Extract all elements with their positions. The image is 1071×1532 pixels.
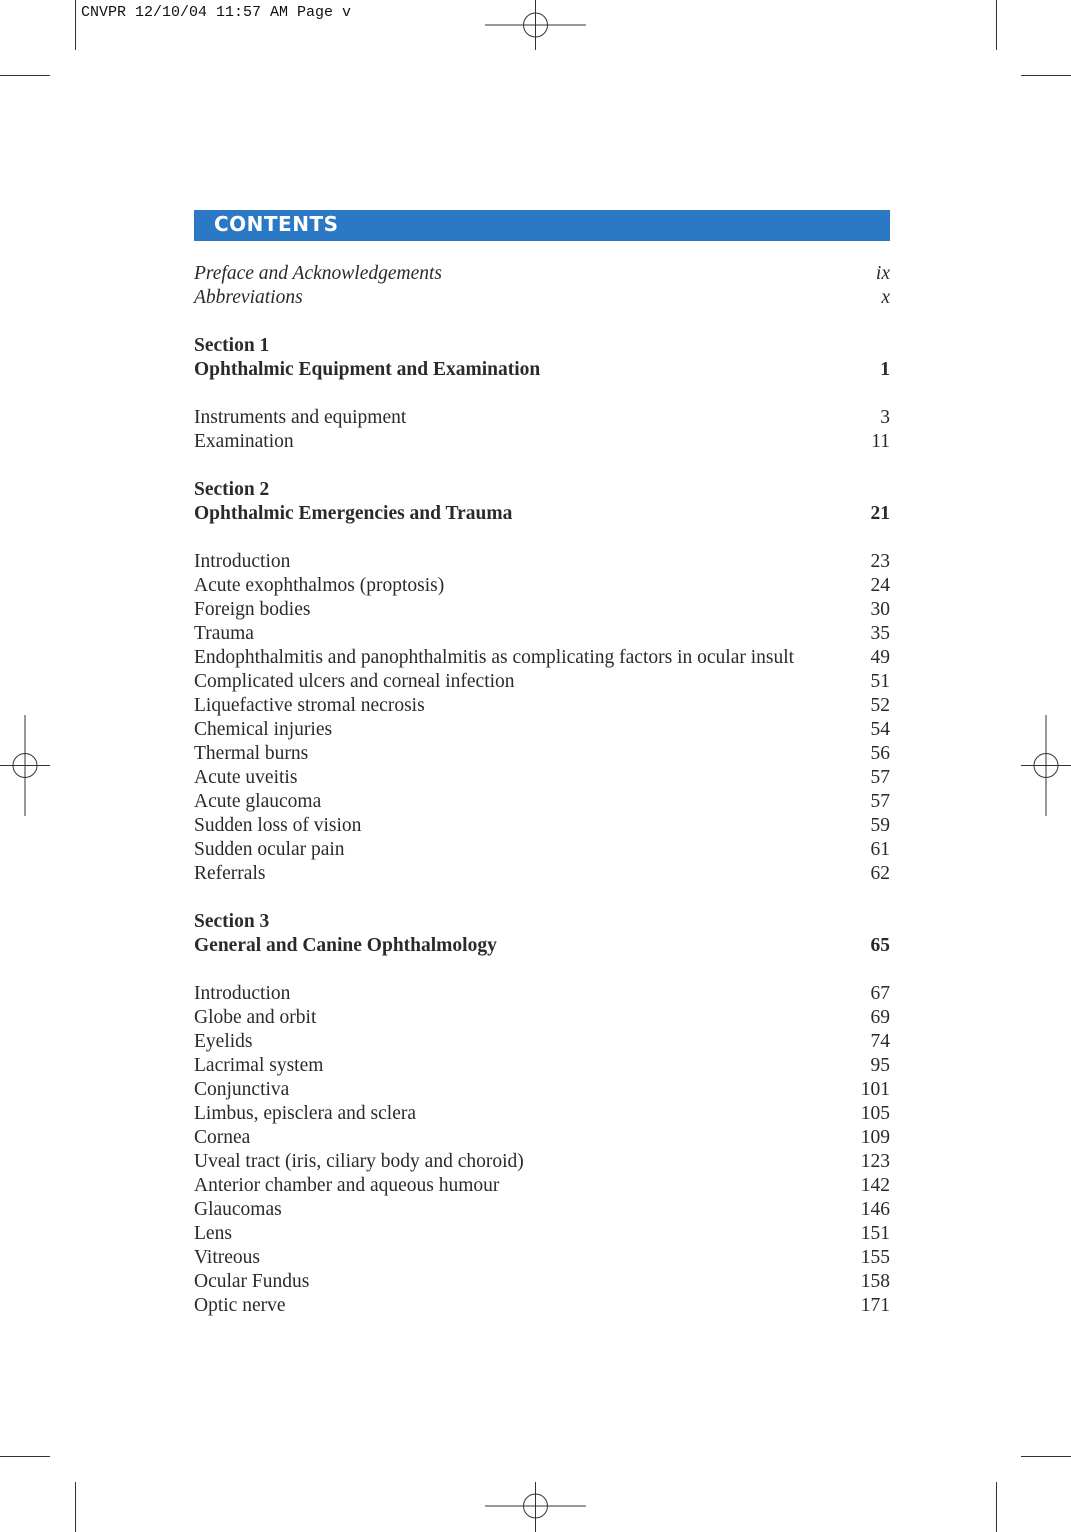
entry-title: Acute exophthalmos (proptosis) <box>194 575 445 596</box>
spacer <box>194 382 890 406</box>
entry-page-number: 151 <box>860 1223 890 1244</box>
section-label <box>194 334 890 358</box>
entry-title: Endophthalmitis and panophthalmitis as complicating factors in ocular insult <box>194 647 795 668</box>
crop-mark <box>75 1482 76 1532</box>
spacer <box>194 526 890 550</box>
entry-page-number: 21 <box>870 503 890 524</box>
entry-title: Chemical injuries <box>194 719 333 740</box>
toc-entry <box>194 1030 890 1054</box>
entry-title: Liquefactive stromal necrosis <box>194 695 425 716</box>
entry-title: Preface and Acknowledgements <box>194 263 443 284</box>
crop-mark <box>1021 1456 1071 1457</box>
section-title <box>194 358 890 382</box>
entry-title: Acute uveitis <box>194 767 298 788</box>
entry-title: Acute glaucoma <box>194 791 322 812</box>
entry-page-number: 51 <box>870 671 890 692</box>
toc-entry <box>194 1174 890 1198</box>
table-of-contents <box>194 262 890 1318</box>
entry-page-number: 146 <box>860 1199 890 1220</box>
entry-title: Thermal burns <box>194 743 309 764</box>
front-matter-entry <box>194 286 890 310</box>
section-label <box>194 910 890 934</box>
entry-title: Lacrimal system <box>194 1055 324 1076</box>
entry-page-number: 24 <box>870 575 890 596</box>
crop-mark <box>0 1456 50 1457</box>
entry-page-number: 69 <box>870 1007 890 1028</box>
toc-entry <box>194 1246 890 1270</box>
toc-entry <box>194 766 890 790</box>
crop-mark <box>996 1482 997 1532</box>
entry-title: Examination <box>194 431 294 452</box>
entry-page-number: 65 <box>870 935 890 956</box>
section-title <box>194 502 890 526</box>
entry-title: Section 2 <box>194 479 270 500</box>
entry-page-number: 171 <box>860 1295 890 1316</box>
spacer <box>194 886 890 910</box>
toc-entry <box>194 622 890 646</box>
entry-title: Anterior chamber and aqueous humour <box>194 1175 500 1196</box>
entry-page-number: 57 <box>870 767 890 788</box>
entry-page-number: 155 <box>860 1247 890 1268</box>
spacer <box>194 454 890 478</box>
crop-mark <box>75 0 76 50</box>
entry-title: Section 3 <box>194 911 270 932</box>
contents-banner <box>194 210 890 241</box>
entry-page-number: x <box>881 287 890 308</box>
entry-title: Eyelids <box>194 1031 253 1052</box>
toc-entry <box>194 598 890 622</box>
entry-title: Complicated ulcers and corneal infection <box>194 671 515 692</box>
toc-entry <box>194 1006 890 1030</box>
entry-title: Ophthalmic Equipment and Examination <box>194 359 541 380</box>
entry-title: Globe and orbit <box>194 1007 317 1028</box>
entry-page-number: 23 <box>870 551 890 572</box>
toc-entry <box>194 742 890 766</box>
toc-entry <box>194 430 890 454</box>
toc-entry <box>194 670 890 694</box>
entry-title: Instruments and equipment <box>194 407 407 428</box>
entry-page-number: 11 <box>871 431 890 452</box>
crop-mark <box>996 0 997 50</box>
entry-page-number: 158 <box>860 1271 890 1292</box>
entry-title: Introduction <box>194 983 291 1004</box>
section-label <box>194 478 890 502</box>
entry-title: Optic nerve <box>194 1295 286 1316</box>
entry-page-number: 56 <box>870 743 890 764</box>
entry-title: General and Canine Ophthalmology <box>194 935 497 956</box>
toc-entry <box>194 406 890 430</box>
toc-entry <box>194 550 890 574</box>
entry-title: Sudden loss of vision <box>194 815 362 836</box>
entry-page-number: 61 <box>870 839 890 860</box>
registration-mark-left <box>0 715 50 816</box>
entry-title: Section 1 <box>194 335 270 356</box>
entry-title: Referrals <box>194 863 266 884</box>
toc-entry <box>194 1222 890 1246</box>
entry-title: Ocular Fundus <box>194 1271 310 1292</box>
entry-page-number: 52 <box>870 695 890 716</box>
entry-title: Conjunctiva <box>194 1079 290 1100</box>
contents-heading: CONTENTS <box>214 212 339 236</box>
crop-mark <box>0 75 50 76</box>
entry-page-number: 30 <box>870 599 890 620</box>
toc-entry <box>194 790 890 814</box>
entry-page-number: 142 <box>860 1175 890 1196</box>
entry-title: Vitreous <box>194 1247 260 1268</box>
front-matter-entry <box>194 262 890 286</box>
spacer <box>194 958 890 982</box>
toc-entry <box>194 1054 890 1078</box>
toc-entry <box>194 814 890 838</box>
spacer <box>194 310 890 334</box>
toc-entry <box>194 1078 890 1102</box>
toc-entry <box>194 982 890 1006</box>
entry-title: Limbus, episclera and sclera <box>194 1103 416 1124</box>
entry-title: Abbreviations <box>194 287 303 308</box>
registration-mark-right <box>1021 715 1071 816</box>
toc-entry <box>194 1294 890 1318</box>
entry-title: Sudden ocular pain <box>194 839 345 860</box>
entry-title: Lens <box>194 1223 232 1244</box>
entry-page-number: 54 <box>870 719 890 740</box>
entry-page-number: 49 <box>870 647 890 668</box>
toc-entry <box>194 718 890 742</box>
entry-page-number: 109 <box>860 1127 890 1148</box>
entry-page-number: 57 <box>870 791 890 812</box>
toc-entry <box>194 646 890 670</box>
toc-entry <box>194 1198 890 1222</box>
entry-title: Glaucomas <box>194 1199 282 1220</box>
entry-title: Foreign bodies <box>194 599 311 620</box>
entry-page-number: 59 <box>870 815 890 836</box>
entry-title: Introduction <box>194 551 291 572</box>
section-title <box>194 934 890 958</box>
entry-page-number: ix <box>875 263 890 284</box>
entry-page-number: 35 <box>870 623 890 644</box>
registration-mark-top <box>485 0 586 50</box>
registration-mark-bottom <box>485 1482 586 1532</box>
toc-entry <box>194 862 890 886</box>
toc-entry <box>194 1126 890 1150</box>
print-slug: CNVPR 12/10/04 11:57 AM Page v <box>81 4 352 21</box>
entry-page-number: 67 <box>870 983 890 1004</box>
entry-page-number: 123 <box>860 1151 890 1172</box>
entry-title: Ophthalmic Emergencies and Trauma <box>194 503 513 524</box>
toc-entry <box>194 838 890 862</box>
entry-title: Cornea <box>194 1127 251 1148</box>
entry-page-number: 95 <box>870 1055 890 1076</box>
toc-entry <box>194 574 890 598</box>
entry-page-number: 62 <box>870 863 890 884</box>
entry-page-number: 3 <box>880 407 890 428</box>
entry-page-number: 1 <box>880 359 890 380</box>
toc-entry <box>194 694 890 718</box>
entry-page-number: 74 <box>870 1031 890 1052</box>
entry-title: Trauma <box>194 623 254 644</box>
entry-page-number: 101 <box>860 1079 890 1100</box>
crop-mark <box>1021 75 1071 76</box>
toc-entry <box>194 1102 890 1126</box>
toc-entry <box>194 1150 890 1174</box>
toc-entry <box>194 1270 890 1294</box>
entry-title: Uveal tract (iris, ciliary body and choroid) <box>194 1151 524 1172</box>
entry-page-number: 105 <box>860 1103 890 1124</box>
